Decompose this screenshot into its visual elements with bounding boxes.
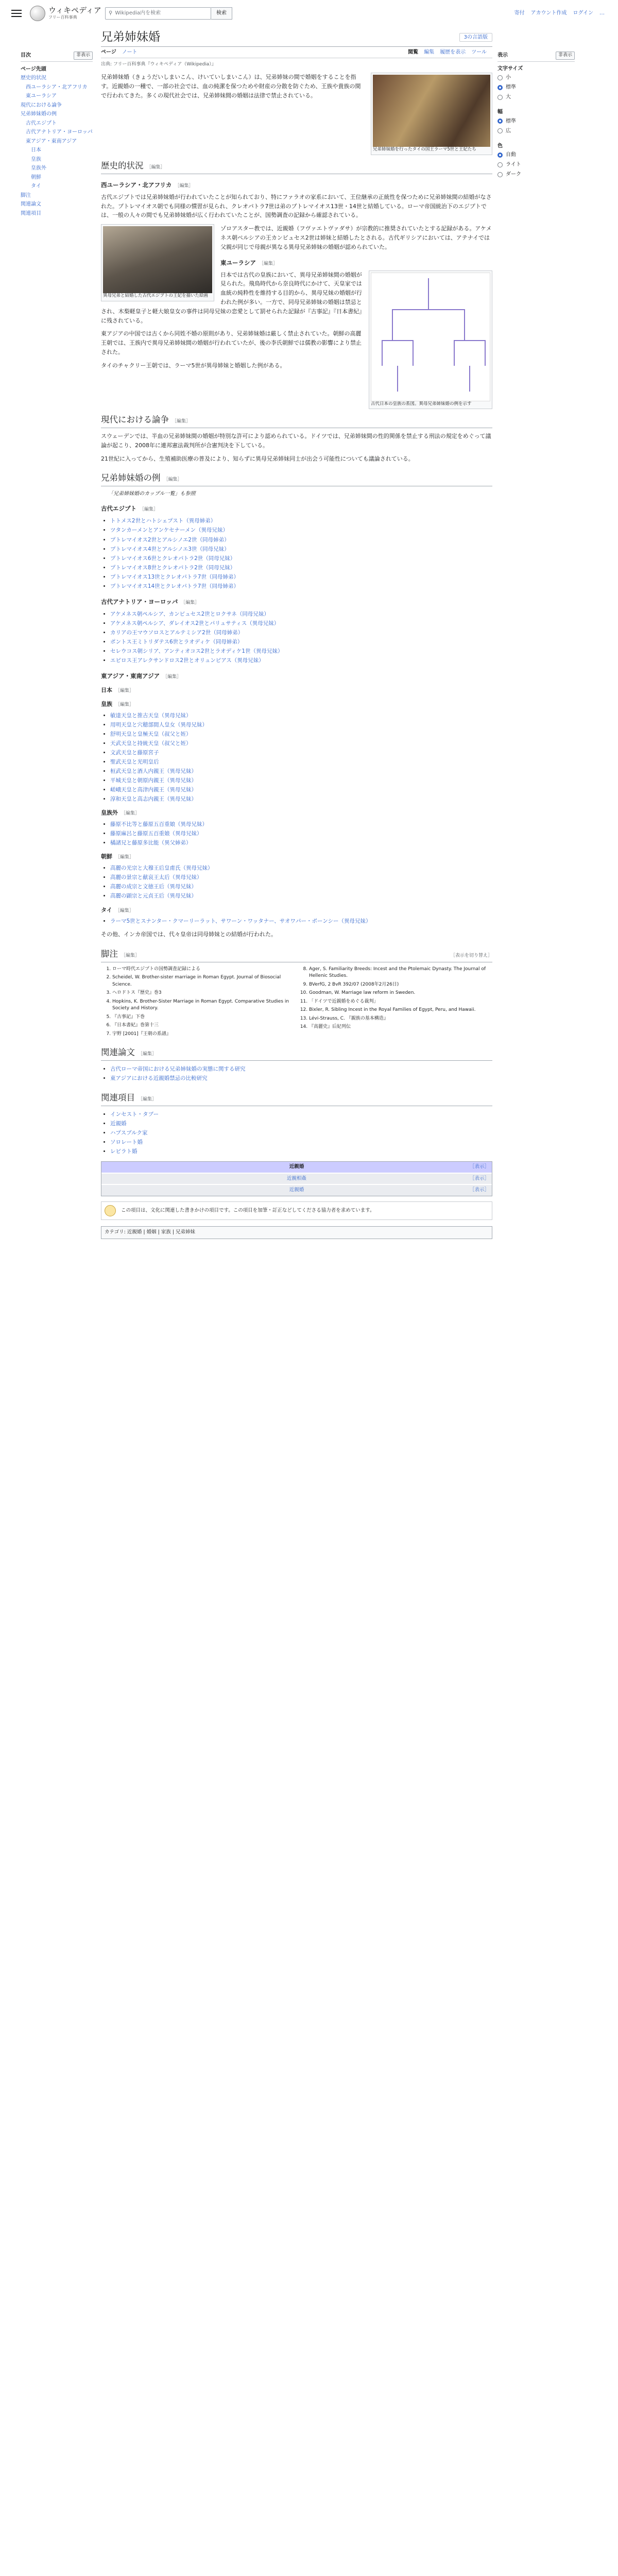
page-tabs [101, 47, 492, 59]
view-tab-3[interactable]: ツール [471, 49, 487, 55]
list-link[interactable]: 敏達天皇と推古天皇（異母兄妹） [110, 712, 192, 719]
list-item [110, 535, 492, 545]
art-figure [101, 224, 214, 301]
header-tool-link[interactable]: アカウント作成 [530, 10, 567, 16]
list-item [110, 748, 492, 757]
list-item [110, 656, 492, 665]
list-item [110, 619, 492, 628]
heading-royal: 皇族 [101, 700, 112, 707]
paragraph: ゾロアスター教では、近親婚（フヴァエトヴァダサ）が宗教的に推奨されていたとする記録がある。アケメネス朝ペルシアの王カンビュセス2世は姉妹と結婚したとされる。古代ギリシアにおいては、アテナイでは父親が同じで母親が異なる異母兄弟姉妹の婚姻が認められていた。 [220, 225, 492, 250]
tree-line [454, 340, 455, 366]
list-link[interactable]: 高麗の光宗と大穆王后皇甫氏（異母兄妹） [110, 865, 213, 872]
list-item [110, 917, 492, 926]
list-item [110, 647, 492, 656]
section-refs: 脚注 [101, 949, 118, 959]
royal-list [110, 711, 492, 804]
edit-link[interactable]: ［編集］ [115, 908, 134, 913]
list-link[interactable]: プトレマイオス13世とクレオパトラ7世（同母姉弟） [110, 573, 239, 580]
list-link[interactable]: プトレマイオス14世とクレオパトラ7世（同母姉弟） [110, 583, 239, 589]
toc-item[interactable]: 日本 [31, 147, 41, 154]
navbox-row [101, 1184, 492, 1196]
reference-item: 11. 「ドイツで近親婚をめぐる裁判」 [309, 998, 492, 1006]
list-item [110, 609, 492, 619]
reference-item: 1. ローマ時代エジプトの国勢調査記録による [112, 966, 296, 973]
reference-item: 9. BVerfG, 2 BvR 392/07 (2008年2月26日) [309, 981, 492, 989]
subsection-asia: 東アジア・東南アジア [101, 672, 160, 680]
tab-0[interactable]: ページ [101, 49, 116, 55]
list-item [110, 838, 492, 848]
family-tree-diagram[interactable] [371, 273, 490, 401]
section-papers: 関連論文 [101, 1047, 135, 1058]
list-item [110, 1138, 492, 1147]
list-link[interactable]: 東アジアにおける近親婚禁忌の比較研究 [110, 1075, 208, 1081]
list-link[interactable]: トトメス2世とハトシェプスト（異母姉弟） [110, 518, 216, 524]
language-button[interactable]: 3の言語版 [459, 33, 492, 42]
list-item [110, 820, 492, 829]
list-link[interactable]: ツタンカーメンとアンケセナーメン（異母兄妹） [110, 527, 229, 534]
search-icon: ⚲ [109, 10, 113, 16]
navbox-row-toggle[interactable]: ［表示］ [469, 1175, 489, 1181]
edit-link[interactable]: ［編集］ [115, 688, 134, 693]
appearance-option[interactable] [497, 160, 575, 170]
search-form [105, 7, 232, 20]
paragraph: 東アジアの中国では古くから同姓不婚の原則があり、兄弟姉妹婚は厳しく禁止されていた。朝鮮の高麗王朝では、王族内で異母兄弟姉妹間の婚姻が行われていたが、後の李氏朝鮮では儒教の影響により禁止された。 [101, 330, 362, 356]
radio-icon[interactable] [497, 128, 503, 133]
list-link[interactable]: 淳和天皇と高志内親王（異母兄妹） [110, 796, 197, 803]
tagline: フリー百科事典 [48, 15, 77, 20]
list-link[interactable]: 天武天皇と持統天皇（叔父と姪） [110, 740, 192, 747]
list-link[interactable]: 平城天皇と朝原内親王（異母兄妹） [110, 777, 197, 784]
list-item [110, 767, 492, 776]
korea-list [110, 863, 492, 901]
list-item [110, 739, 492, 748]
option-label: 小 [506, 75, 511, 81]
view-tab-0[interactable]: 閲覧 [408, 49, 419, 55]
edit-link[interactable]: ［編集］ [115, 702, 134, 707]
list-item [110, 720, 492, 730]
radio-icon[interactable] [497, 118, 503, 124]
reference-item: 13. Lévi-Strauss, C. 『親族の基本構造』 [309, 1015, 492, 1023]
appearance-hide-button[interactable]: 非表示 [556, 52, 575, 60]
toc-item[interactable]: 古代エジプト [26, 120, 57, 126]
toc-item[interactable]: 東ユーラシア [26, 93, 57, 99]
reference-item: 5. 『古事記』下巻 [112, 1014, 296, 1021]
lead-image[interactable] [373, 75, 490, 147]
search-button[interactable]: 検索 [211, 7, 232, 20]
list-item [110, 628, 492, 637]
site-header [0, 0, 618, 27]
paragraph: 古代エジプトでは兄弟姉妹婚が行われていたことが知られており、特にファラオの家系において、王位継承の正統性を保つために兄弟姉妹間の結婚がなされた。プトレマイオス朝でも同様の慣習が見られ、クレオパトラ7世は弟のプトレマイオス13世・14世と結婚している。ローマ帝国統治下のエジプトでは、一般の人々の間でも兄弟姉妹婚が広く行われていたことが、国勢調査の記録から確認されている。 [101, 193, 492, 219]
wordmark: ウィキペディア [48, 5, 101, 15]
heading-nonroyal: 皇族外 [101, 809, 118, 817]
list-link[interactable]: 用明天皇と穴穂部間人皇女（異母兄妹） [110, 721, 208, 728]
list-item [110, 794, 492, 804]
list-item [110, 757, 492, 767]
view-tab-2[interactable]: 履歴を表示 [440, 49, 466, 55]
section-examples: 兄弟姉妹婚の例 [101, 473, 161, 483]
tree-line [469, 366, 470, 392]
subsection-egypt: 古代エジプト [101, 505, 136, 513]
paragraph: その他、インカ帝国では、代々皇帝は同母姉妹との結婚が行われた。 [101, 931, 277, 938]
toc-heading: 目次 [21, 53, 31, 59]
lead-paragraph: 兄弟姉妹婚（きょうだいしまいこん、けいていしまいこん）は、兄弟姉妹の間で婚姻をすることを指す。近親婚の一種で、一部の社会では、血の純潔を保つためや財産の分散を防ぐため、王族や貴族の間で行われてきた。多くの現代社会では、兄弟姉妹間の婚姻は法律で禁止されている。 [101, 74, 361, 99]
category-links[interactable]: カテゴリ: 近親婚 | 婚姻 | 家族 | 兄弟姉妹 [101, 1226, 492, 1239]
navbox-row-label[interactable]: 近親相姦 [286, 1175, 306, 1181]
edit-link[interactable]: ［編集］ [163, 477, 182, 483]
header-tool-link[interactable]: … [599, 10, 605, 16]
list-link[interactable]: 高麗の成宗と文徳王后（異母兄妹） [110, 884, 197, 890]
appearance-option[interactable] [497, 92, 575, 102]
section-related: 関連項目 [101, 1093, 135, 1103]
list-item [110, 572, 492, 582]
heading-japan: 日本 [101, 686, 112, 693]
list-item [110, 1110, 492, 1119]
article-body [101, 30, 492, 1239]
list-link[interactable]: 桓武天皇と酒人内親王（異母兄妹） [110, 768, 197, 775]
list-link[interactable]: 文武天皇と藤原宮子 [110, 750, 159, 756]
header-tool-link[interactable]: ログイン [573, 10, 593, 16]
list-item [110, 1064, 492, 1074]
paragraph: 21世紀に入ってから、生殖補助医療の普及により、知らずに異母兄弟姉妹同士が出会う可能性についても議論されている。 [101, 455, 414, 462]
lead-caption: 兄弟姉妹婚を行ったタイの国王ラーマ5世と王妃たち [373, 147, 476, 152]
tree-caption: 古代日本の皇族の系図。異母兄弟姉妹婚の例を示す [371, 401, 472, 406]
list-link[interactable]: 高麗の景宗と献哀王太后（異母兄妹） [110, 874, 202, 881]
reference-item: 2. Scheidel, W. Brother-sister marriage in Roman Egypt. Journal of Biosocial Science. [112, 974, 296, 988]
list-item [110, 526, 492, 535]
egypt-list [110, 516, 492, 590]
list-item [110, 1147, 492, 1156]
references [101, 966, 492, 1038]
edit-link[interactable]: ［編集］ [172, 419, 191, 425]
section-modern: 現代における論争 [101, 415, 169, 425]
option-label: 広 [506, 128, 511, 134]
list-link[interactable]: カリアの王マウソロスとアルテミシア2世（同母姉弟） [110, 629, 244, 636]
list-item [110, 545, 492, 554]
toc-item[interactable]: 皇族 [31, 156, 41, 162]
menu-icon[interactable] [11, 10, 22, 17]
navbox-toggle[interactable]: ［表示］ [469, 1163, 489, 1170]
toc-item[interactable]: 皇族外 [31, 165, 46, 172]
list-link[interactable]: 古代ローマ帝国における兄弟姉妹婚の実態に関する研究 [110, 1065, 246, 1072]
reference-item: 6. 『日本書紀』巻第十三 [112, 1022, 296, 1029]
edit-link[interactable]: ［編集］ [121, 811, 140, 817]
heading-korea: 朝鮮 [101, 853, 112, 860]
list-link[interactable]: アケメネス朝ペルシア、カンビュセス2世とロクサネ（同母兄妹） [110, 611, 269, 617]
subsection-east: 東ユーラシア [220, 259, 256, 266]
tree-figure [369, 270, 492, 410]
list-link[interactable]: プトレマイオス2世とアルシノエ2世（同母姉弟） [110, 536, 230, 543]
list-item [110, 730, 492, 739]
list-item [110, 582, 492, 591]
papers-list [110, 1064, 492, 1083]
option-label: 大 [506, 94, 511, 100]
list-item [110, 563, 492, 572]
toc-item[interactable]: 兄弟姉妹婚の例 [21, 111, 57, 117]
section-history: 歴史的状況 [101, 161, 144, 171]
navbox-row-label[interactable]: 近親婚 [289, 1187, 304, 1193]
toc-list [21, 65, 93, 218]
appearance-option[interactable] [497, 82, 575, 92]
appearance-option[interactable] [497, 73, 575, 82]
list-link[interactable]: プトレマイオス6世とクレオパトラ2世（同母兄妹） [110, 555, 236, 562]
option-label: ダーク [506, 172, 521, 178]
toc-item[interactable]: 脚注 [21, 192, 31, 198]
edit-link[interactable]: ［編集］ [175, 183, 194, 189]
list-item [110, 1128, 492, 1138]
tree-line [382, 340, 413, 341]
tree-line [392, 309, 393, 340]
list-item [110, 711, 492, 720]
appearance-heading: 表示 [497, 53, 508, 59]
paragraph: スウェーデンでは、半血の兄弟姉妹間の婚姻が特別な許可により認められている。ドイツでは、兄弟姉妹間の性的関係を禁止する刑法の規定をめぐって議論が起こり、2008年に連邦憲法裁判所が合憲判決を下している。 [101, 432, 491, 449]
navbox-row [101, 1173, 492, 1184]
see-also-note: 「兄弟姉妹婚のカップル一覧」も参照 [108, 490, 196, 497]
toc-item[interactable]: 朝鮮 [31, 174, 41, 180]
option-label: 自動 [506, 152, 516, 158]
list-item [110, 516, 492, 526]
list-item [110, 863, 492, 873]
list-link[interactable]: エピロス王アレクサンドロス2世とオリュンピアス（異母兄妹） [110, 657, 264, 664]
list-item [110, 1074, 492, 1083]
search-input[interactable]: ⚲ Wikipedia内を検索 [105, 7, 211, 20]
appearance-option[interactable] [497, 126, 575, 136]
edit-link[interactable]: ［編集］ [115, 855, 134, 860]
edit-link[interactable]: ［編集］ [138, 1097, 157, 1103]
tree-line [428, 278, 429, 309]
list-link[interactable]: プトレマイオス4世とアルシノエ3世（同母兄妹） [110, 546, 230, 552]
paragraph: タイのチャクリー王朝では、ラーマ5世が異母姉妹と婚姻した例がある。 [101, 362, 286, 369]
list-item [110, 785, 492, 794]
toc-sidebar [21, 52, 93, 218]
paragraph: 日本では古代の皇族において、異母兄弟姉妹間の婚姻が見られた。飛鳥時代から奈良時代にかけて、天皇家では血統の純粋性を維持する目的から、異母兄妹の婚姻が行われた例が多い。一方で、同母兄弟姉妹の婚姻は禁忌とされ、木梨軽皇子と軽大娘皇女の事件は同母兄妹の恋愛として罰せられた記録が『古事記』『日本書紀』に残されている。 [101, 271, 362, 324]
thai-list [110, 917, 492, 926]
list-item [110, 829, 492, 838]
edit-link[interactable]: ［編集］ [146, 165, 165, 171]
toc-item[interactable]: 歴史的状況 [21, 75, 46, 81]
header-tool-link[interactable]: 寄付 [514, 10, 525, 16]
view-tab-1[interactable]: 編集 [424, 49, 435, 55]
list-link[interactable]: 高麗の顕宗と元貞王后（異母兄妹） [110, 893, 197, 900]
tree-line [464, 309, 465, 340]
subsection-anatolia: 古代アナトリア・ヨーロッパ [101, 598, 178, 605]
toc-item[interactable]: 現代における論争 [21, 102, 62, 108]
list-item [110, 554, 492, 563]
toc-item[interactable]: タイ [31, 183, 41, 190]
list-item [110, 882, 492, 891]
site-logo[interactable] [30, 6, 101, 21]
list-item [110, 1119, 492, 1128]
toc-item[interactable]: 古代アナトリア・ヨーロッパ [26, 129, 93, 135]
toc-item[interactable]: 東アジア・東南アジア [26, 138, 77, 144]
list-link[interactable]: アケメネス朝ペルシア、ダレイオス2世とパリュサティス（異母兄妹） [110, 620, 280, 626]
toc-item[interactable]: ページ先頭 [21, 66, 46, 72]
radio-icon[interactable] [497, 95, 503, 100]
reference-item: 14. 『高麗史』后妃列伝 [309, 1024, 492, 1031]
option-label: ライト [506, 162, 521, 168]
tree-line [413, 340, 414, 366]
list-item [110, 873, 492, 882]
stub-notice: この項目は、文化に関連した書きかけの項目です。この項目を加筆・訂正などしてくださる協力者を求めています。 [101, 1201, 492, 1220]
reference-item: 8. Ager, S. Familiarity Breeds: Incest and the Ptolemaic Dynasty. The Journal of Hellenic Studies. [309, 966, 492, 980]
navbox [101, 1161, 492, 1196]
list-link[interactable]: 藤原不比等と藤原五百重娘（異母兄妹） [110, 821, 208, 828]
reference-item: 7. 宇野 [2001]『王朝の系譜』 [112, 1031, 296, 1038]
list-link[interactable]: 橘諸兄と藤原多比能（異父姉弟） [110, 840, 192, 846]
edit-link[interactable]: ［編集］ [181, 600, 200, 605]
appearance-option[interactable] [497, 170, 575, 179]
art-caption: 異母兄弟と結婚した古代エジプトの王妃を描いた絵画 [103, 293, 209, 299]
toc-item[interactable]: 西ユーラシア・北アフリカ [26, 84, 88, 90]
anatolia-list [110, 609, 492, 665]
appearance-option[interactable] [497, 150, 575, 160]
radio-icon[interactable] [497, 75, 503, 80]
tree-line [397, 366, 398, 392]
list-link[interactable]: ハプスブルク家 [110, 1129, 148, 1136]
related-list [110, 1110, 492, 1156]
painting-image[interactable] [103, 226, 212, 293]
appearance-panel [497, 52, 575, 185]
list-link[interactable]: 舒明天皇と皇極天皇（叔父と姪） [110, 731, 192, 737]
edit-link[interactable]: ［編集］ [140, 507, 159, 513]
edit-link[interactable]: ［編集］ [121, 953, 140, 959]
stub-icon [105, 1205, 116, 1216]
list-link[interactable]: ソロレート婚 [110, 1139, 143, 1145]
reference-item: 10. Goodman, W. Marriage law reform in Sweden. [309, 990, 492, 997]
list-link[interactable]: 藤原麻呂と藤原五百重娘（異母兄妹） [110, 831, 202, 837]
option-label: 標準 [506, 118, 516, 124]
tree-line [392, 309, 464, 310]
list-link[interactable]: 聖武天皇と光明皇后 [110, 759, 159, 766]
list-link[interactable]: セレウコス朝シリア、アンティオコス2世とラオディケ1世（異母兄妹） [110, 648, 283, 654]
text-size-heading: 文字サイズ [497, 65, 523, 72]
lead-figure [371, 73, 492, 155]
toc-item[interactable]: 関連項目 [21, 210, 41, 216]
radio-icon[interactable] [497, 162, 503, 167]
list-link[interactable]: 嵯峨天皇と高津内親王（異母兄妹） [110, 787, 197, 793]
list-item [110, 891, 492, 901]
tree-line [454, 340, 485, 341]
radio-icon[interactable] [497, 172, 503, 177]
edit-link[interactable]: ［編集］ [259, 261, 278, 266]
radio-icon[interactable] [497, 152, 503, 158]
toc-item[interactable]: 関連論文 [21, 201, 41, 208]
radio-icon[interactable] [497, 85, 503, 90]
toc-hide-button[interactable]: 非表示 [74, 52, 93, 60]
navbox-row-toggle[interactable]: ［表示］ [469, 1187, 489, 1193]
list-item [110, 776, 492, 785]
reference-item: 3. ヘロドトス『歴史』巻3 [112, 990, 296, 997]
reference-item: 12. Bixler, R. Sibling Incest in the Royal Families of Egypt, Peru, and Hawaii. [309, 1007, 492, 1014]
edit-link[interactable]: ［編集］ [138, 1052, 157, 1057]
list-link[interactable]: レビラト婚 [110, 1148, 138, 1155]
width-heading: 幅 [497, 109, 503, 115]
list-link[interactable]: プトレマイオス8世とクレオパトラ2世（同母兄妹） [110, 564, 236, 571]
color-heading: 色 [497, 143, 503, 149]
wikipedia-globe-icon [30, 6, 45, 21]
list-item [110, 637, 492, 647]
list-link[interactable]: インセスト・タブー [110, 1111, 159, 1117]
subsection-west: 西ユーラシア・北アフリカ [101, 181, 172, 189]
reference-item: 4. Hopkins, K. Brother-Sister Marriage in Roman Egypt. Comparative Studies in Society and History. [112, 998, 296, 1012]
heading-thai: タイ [101, 906, 112, 913]
nonroyal-list [110, 820, 492, 848]
list-link[interactable]: ポントス王ミトリダテス6世とラオディケ（同母姉弟） [110, 638, 243, 645]
edit-link[interactable]: ［編集］ [163, 674, 182, 680]
navbox-title: 近親婚 [289, 1163, 304, 1170]
appearance-option[interactable] [497, 116, 575, 126]
page-title: 兄弟姉妹婚 [101, 30, 160, 44]
from-wikipedia: 出典: フリー百科事典『ウィキペディア（Wikipedia）』 [101, 62, 216, 67]
list-link[interactable]: 近親婚 [110, 1120, 127, 1127]
list-link[interactable]: ラーマ5世とスナンター・クマーリーラット、サワーン・ワッタナー、サオワパー・ポーンシー（異母兄妹） [110, 918, 371, 925]
user-tools [514, 9, 605, 18]
refs-toggle[interactable]: ［表示を切り替え］ [450, 953, 492, 959]
tree-line [485, 340, 486, 366]
option-label: 標準 [506, 84, 516, 91]
tree-line [382, 340, 383, 366]
tab-1[interactable]: ノート [122, 49, 138, 55]
